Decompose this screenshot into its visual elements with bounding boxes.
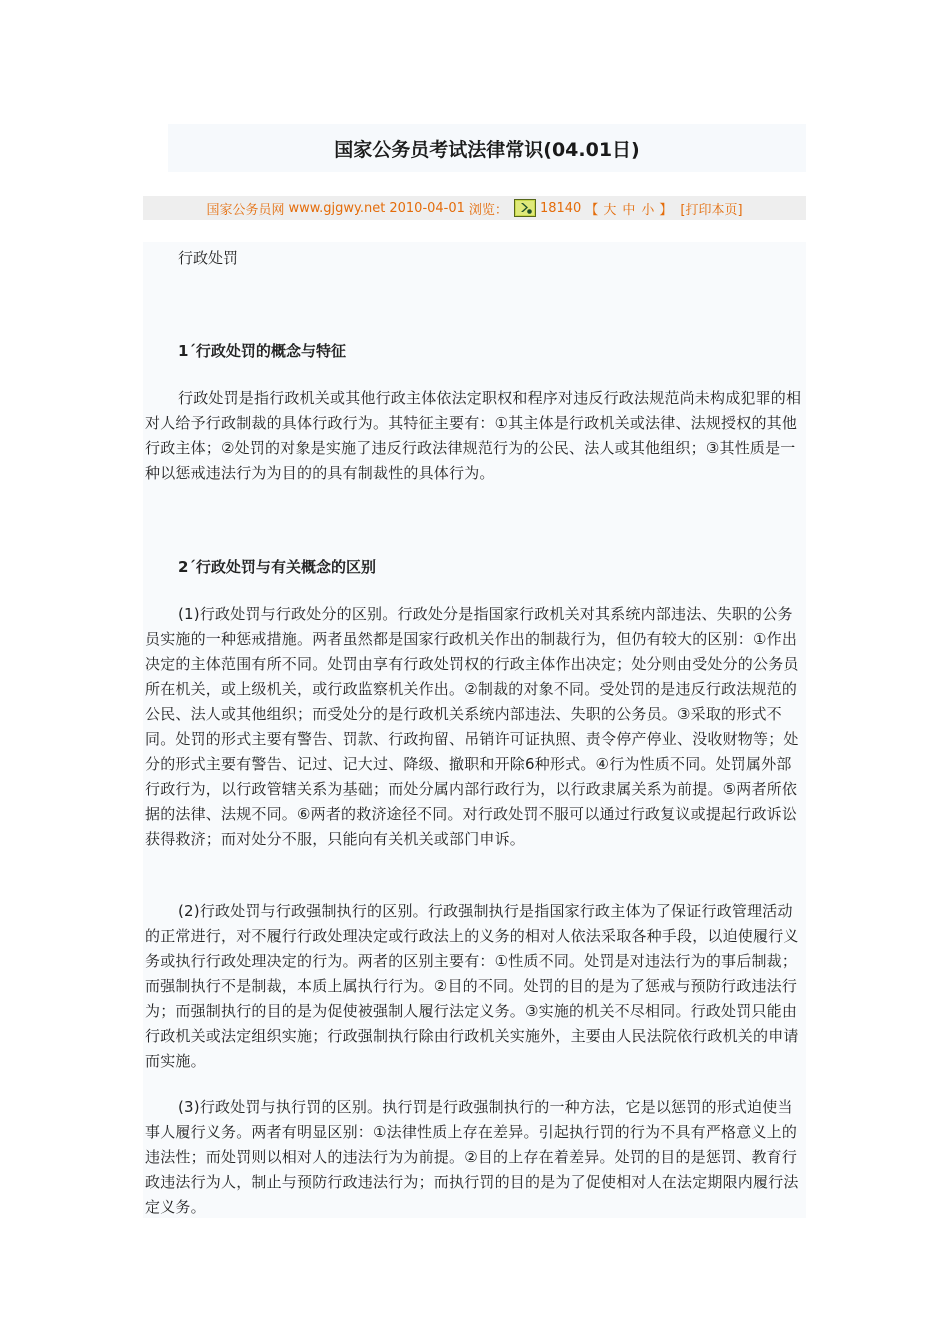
views-label: 浏览： (468, 202, 508, 218)
title-bar (168, 124, 806, 172)
paragraph-2: (1)行政处罚与行政处分的区别。行政处分是指国家行政机关对其系统内部违法、失职的公务员实施的一种惩戒措施。两者虽然都是国家行政机关作出的制裁行为，但仍有较大的区别：①作出决定的主体范围有所不同。处罚由享有行政处罚权的行政主体作出决定；处分则由受处分的公务员所在机关，或上级机关，或行政监察机关作出。②制裁的对象不同。受处罚的是违反行政法规范的公民、法人或其他组织；而受处分的是行政机关系统内部违法、失职的公务员。③采取的形式不同。处罚的形式主要有警告、罚款、行政拘留、吊销许可证执照、责令停产停业、没收财物等；处分的形式主要有警告、记过、记大过、降级、撤职和开除6种形式。④行为性质不同。处罚属外部行政行为，以行政管辖关系为基础；而处分属内部行政行为，以行政隶属关系为前提。⑤两者所依据的法律、法规不同。⑥两者的救济途径不同。对行政处罚不服可以通过行政复议或提起行政诉讼获得救济；而对处分不服，只能向有关机关或部门申诉。 (145, 605, 799, 848)
source-label: 国家公务员网 (206, 202, 285, 218)
article-title: 国家公务员考试法律常识(04.01日) (334, 138, 640, 161)
paragraph-4: (3)行政处罚与执行罚的区别。执行罚是行政强制执行的一种方法，它是以惩罚的形式迫使当事人履行义务。两者有明显区别：①法律性质上存在差异。引起执行罚的行为不具有严格意义上的违法性；而处罚则以相对人的违法行为为前提。②目的上存在着差异。处罚的目的是惩罚、教育行政违法行为人，制止与预防行政违法行为；而执行罚的目的是为了促使相对人在法定期限内履行法定义务。 (145, 1098, 799, 1216)
font-size-small-link[interactable]: 小 (641, 202, 655, 218)
views-icon (514, 199, 536, 217)
font-size-bracket-close: 】 (659, 202, 673, 218)
site-link[interactable]: www.gjgwy.net (288, 200, 386, 216)
font-size-large-link[interactable]: 大 (603, 202, 617, 218)
print-page-link[interactable]: [打印本页] (680, 202, 743, 218)
section-label: 行政处罚 (178, 249, 239, 267)
publish-date: 2010-04-01 (389, 200, 465, 216)
section-heading-1: 1´行政处罚的概念与特征 (178, 342, 346, 360)
views-count: 18140 (539, 200, 582, 216)
article-body (143, 242, 806, 1218)
font-size-bracket-open: 【 (585, 202, 599, 218)
font-size-medium-link[interactable]: 中 (622, 202, 636, 218)
article-meta-bar (143, 196, 806, 220)
section-heading-2: 2´行政处罚与有关概念的区别 (178, 558, 376, 576)
paragraph-1: 行政处罚是指行政机关或其他行政主体依法定职权和程序对违反行政法规范尚未构成犯罪的相对人给予行政制裁的具体行政行为。其特征主要有：①其主体是行政机关或法律、法规授权的其他行政主体；②处罚的对象是实施了违反行政法律规范行为的公民、法人或其他组织；③其性质是一种以惩戒违法行为为目的的具有制裁性的具体行为。 (145, 389, 802, 482)
paragraph-3: (2)行政处罚与行政强制执行的区别。行政强制执行是指国家行政主体为了保证行政管理活动的正常进行，对不履行行政处理决定或行政法上的义务的相对人依法采取各种手段，以迫使履行义务或执行行政处理决定的行为。两者的区别主要有：①性质不同。处罚是对违法行为的事后制裁；而强制执行不是制裁，本质上属执行行为。②目的不同。处罚的目的是为了惩戒与预防行政违法行为；而强制执行的目的是为促使被强制人履行法定义务。③实施的机关不尽相同。行政处罚只能由行政机关或法定组织实施；行政强制执行除由行政机关实施外，主要由人民法院依行政机关的申请而实施。 (145, 902, 799, 1070)
